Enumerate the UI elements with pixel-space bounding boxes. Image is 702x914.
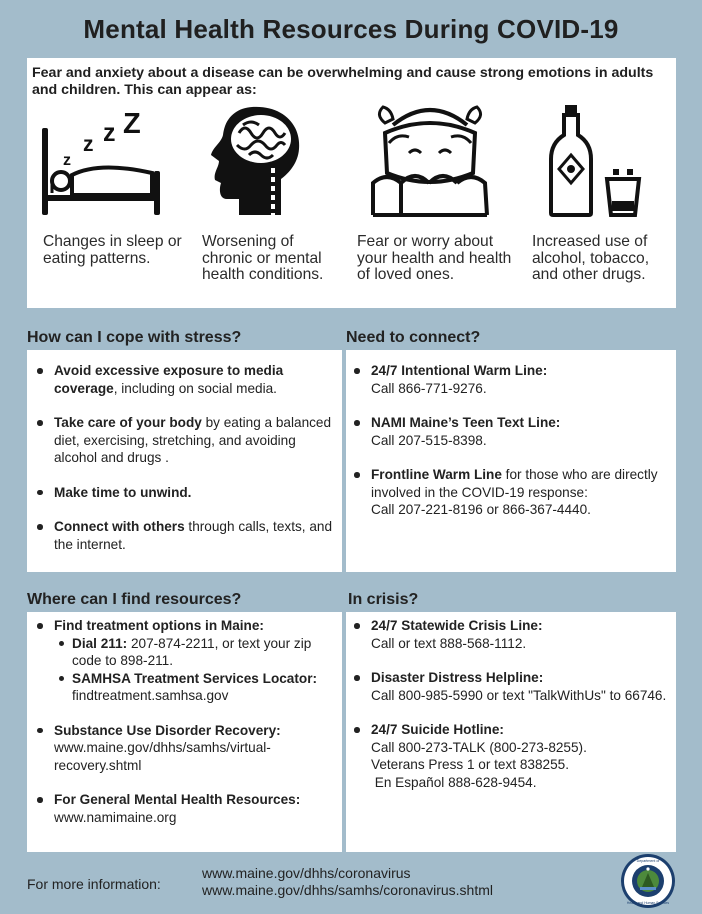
list-item: For General Mental Health Resources: www.namimaine.org: [31, 791, 336, 826]
list-item: Substance Use Disorder Recovery: www.maine.gov/dhhs/samhs/virtual-recovery.shtml: [31, 722, 336, 775]
svg-text:Health and Human Services: Health and Human Services: [626, 901, 670, 905]
svg-text:Department of: Department of: [636, 859, 660, 863]
list-item: Take care of your body by eating a balanced diet, exercising, stretching, and avoiding alcohol and drugs .: [31, 414, 336, 467]
cope-panel: [27, 350, 342, 572]
crisis-heading: In crisis?: [348, 591, 419, 608]
list-item: Disaster Distress Helpline: Call 800-985-5990 or text "TalkWithUs" to 66746.: [348, 669, 670, 704]
samhs-coronavirus-link[interactable]: www.maine.gov/dhhs/samhs/coronavirus.shtml: [202, 882, 494, 898]
svg-text:Z: Z: [123, 108, 141, 140]
list-item: 24/7 Suicide Hotline: Call 800-273-TALK (800-273-8255). Veterans Press 1 or text 838255. En Español 888-628-9454.: [348, 721, 670, 791]
maine-dhhs-seal-icon: [620, 853, 676, 909]
svg-text:z: z: [83, 133, 94, 156]
list-item: Frontline Warm Line for those who are directly involved in the COVID-19 response: Call 207-221-8196 or 866-367-4440.: [348, 466, 670, 519]
svg-text:z: z: [103, 119, 116, 147]
list-item: Connect with others through calls, texts, and the internet.: [31, 518, 336, 553]
caption-substance: Increased use of alcohol, tobacco, and other drugs.: [532, 233, 650, 283]
worried-child-icon: [365, 103, 495, 223]
list-item: Find treatment options in Maine: Dial 211: 207-874-2211, or text your zip code to 898-211. SAMHSA Treatment Services Locator: findtreatment.samhsa.gov: [31, 617, 336, 705]
alcohol-bottle-glass-icon: [547, 103, 647, 223]
resources-heading: Where can I find resources?: [27, 591, 242, 608]
intro-text: Fear and anxiety about a disease can be overwhelming and cause strong emotions in adults and children. This can appear as:: [32, 65, 654, 98]
footer-label: For more information:: [27, 876, 161, 892]
tangled-brain-head-icon: [209, 103, 304, 223]
svg-text:z: z: [63, 152, 71, 169]
intro-panel: [27, 58, 676, 308]
coronavirus-link[interactable]: www.maine.gov/dhhs/coronavirus: [202, 865, 411, 881]
sleeping-in-bed-icon: [39, 103, 169, 223]
crisis-panel: [346, 612, 676, 852]
sub-list-item: SAMHSA Treatment Services Locator: findtreatment.samhsa.gov: [54, 670, 336, 705]
cope-heading: How can I cope with stress?: [27, 329, 242, 346]
footer-links: [202, 865, 493, 899]
connect-heading: Need to connect?: [346, 329, 481, 346]
list-item: Make time to unwind.: [31, 484, 336, 502]
page-title: Mental Health Resources During COVID-19: [83, 14, 619, 44]
list-item: 24/7 Intentional Warm Line: Call 866-771-9276.: [348, 362, 670, 397]
list-item: 24/7 Statewide Crisis Line: Call or text 888-568-1112.: [348, 617, 670, 652]
list-item: Avoid excessive exposure to media coverage, including on social media.: [31, 362, 336, 397]
list-item: NAMI Maine’s Teen Text Line: Call 207-515-8398.: [348, 414, 670, 449]
resources-panel: [27, 612, 342, 852]
namimaine-link[interactable]: www.namimaine.org: [54, 809, 177, 825]
connect-panel: [346, 350, 676, 572]
sub-list-item: Dial 211: 207-874-2211, or text your zip code to 898-211.: [54, 635, 336, 670]
caption-sleep: Changes in sleep or eating patterns.: [43, 233, 182, 267]
caption-worry: Fear or worry about your health and health of loved ones.: [357, 233, 512, 283]
recovery-link[interactable]: www.maine.gov/dhhs/samhs/virtual-recovery.shtml: [54, 740, 271, 773]
caption-chronic: Worsening of chronic or mental health conditions.: [202, 233, 324, 283]
